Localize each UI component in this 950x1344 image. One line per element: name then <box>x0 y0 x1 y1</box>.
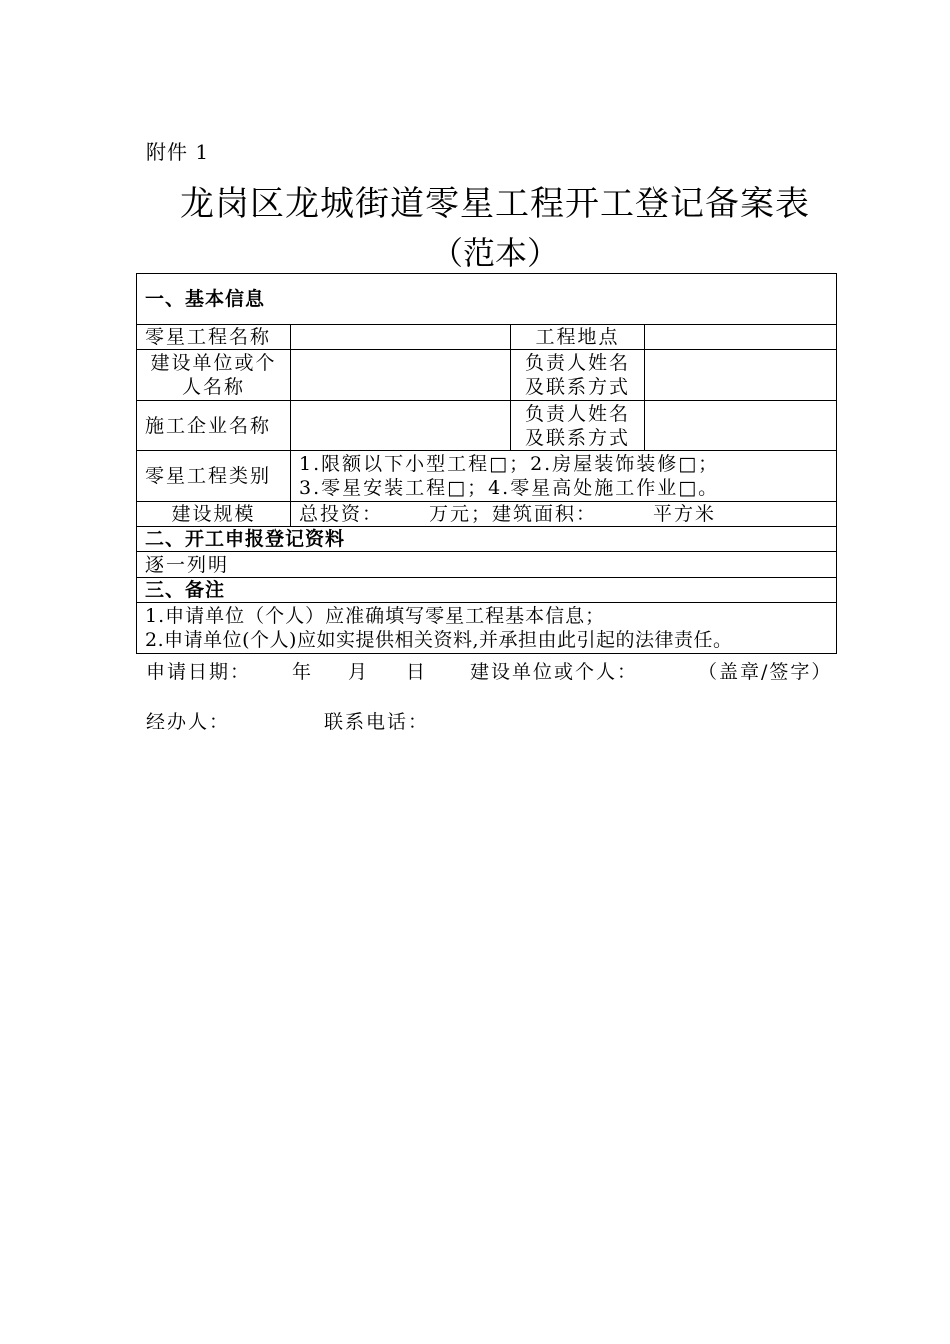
scale-label: 建设规模 <box>137 502 291 527</box>
materials-content[interactable]: 逐一列明 <box>137 552 837 578</box>
contractor-label: 施工企业名称 <box>137 401 291 451</box>
builder-label: 建设单位或个人名称 <box>137 350 291 401</box>
section-remarks-heading: 三、备注 <box>137 578 837 603</box>
investment-label: 总投资： <box>299 503 384 525</box>
date-label: 申请日期： <box>146 661 252 683</box>
applicant-label: 建设单位或个人： <box>470 661 639 683</box>
category-line-1: 1.限额以下小型工程□；2.房屋装饰装修□； <box>299 453 720 475</box>
project-name-field[interactable] <box>291 325 511 350</box>
scale-field[interactable] <box>291 502 837 527</box>
document-subtitle: （范本） <box>430 234 559 272</box>
builder-contact-field[interactable] <box>645 350 837 401</box>
application-date-line <box>146 657 836 681</box>
area-unit: 平方米 <box>653 503 717 525</box>
project-location-label: 工程地点 <box>511 325 645 350</box>
contractor-contact-field[interactable] <box>645 401 837 451</box>
phone-label: 联系电话： <box>324 711 430 733</box>
contractor-contact-label: 负责人姓名及联系方式 <box>511 401 645 451</box>
remarks-content <box>137 603 837 654</box>
project-name-label: 零星工程名称 <box>137 325 291 350</box>
month-label: 月 <box>348 661 370 683</box>
category-line-2: 3.零星安装工程□；4.零星高处施工作业□。 <box>299 477 720 499</box>
seal-label: （盖章/签字） <box>698 661 833 683</box>
category-label: 零星工程类别 <box>137 451 291 502</box>
handler-label: 经办人： <box>146 711 231 733</box>
category-options[interactable] <box>291 451 837 502</box>
registration-form-table <box>136 273 837 654</box>
investment-unit: 万元；建筑面积： <box>429 503 598 525</box>
attachment-label: 附件 1 <box>146 140 210 164</box>
section-basic-info-heading: 一、基本信息 <box>137 274 837 325</box>
builder-contact-label: 负责人姓名及联系方式 <box>511 350 645 401</box>
day-label: 日 <box>406 661 428 683</box>
project-location-field[interactable] <box>645 325 837 350</box>
document-title: 龙岗区龙城街道零星工程开工登记备案表 <box>180 184 810 224</box>
remark-2: 2.申请单位(个人)应如实提供相关资料,并承担由此引起的法律责任。 <box>145 629 733 651</box>
year-label: 年 <box>292 661 314 683</box>
contractor-field[interactable] <box>291 401 511 451</box>
builder-field[interactable] <box>291 350 511 401</box>
remark-1: 1.申请单位（个人）应准确填写零星工程基本信息； <box>145 605 606 627</box>
handler-line <box>146 707 746 731</box>
section-materials-heading: 二、开工申报登记资料 <box>137 527 837 552</box>
